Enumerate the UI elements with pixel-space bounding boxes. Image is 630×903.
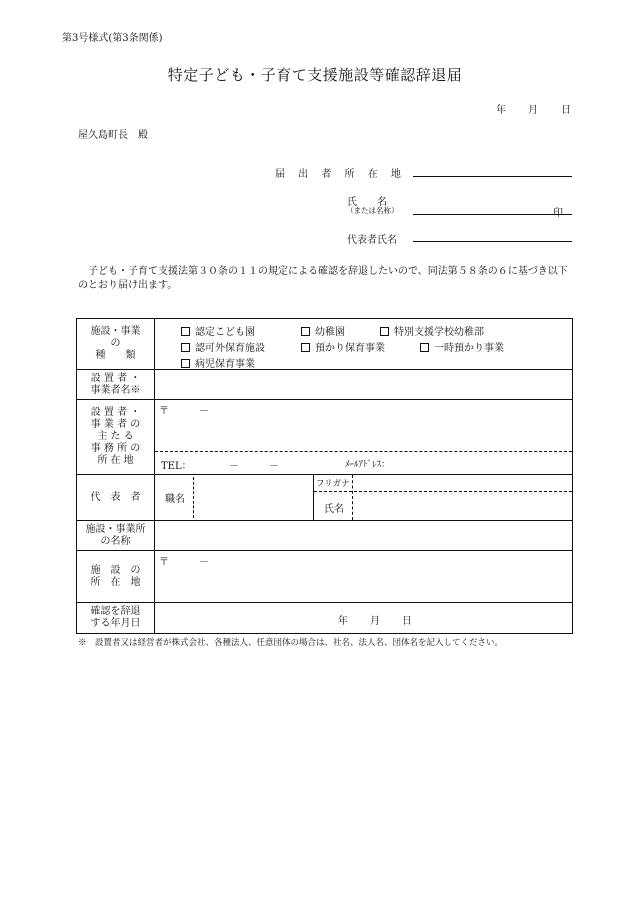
facility-type-header: [77, 319, 155, 370]
tel-dash-2: －: [269, 461, 279, 472]
postal-mark: 〒: [159, 557, 169, 568]
checkbox-icon[interactable]: [301, 343, 310, 352]
postal-dash: －: [199, 406, 209, 417]
postal-mark: 〒: [159, 406, 169, 417]
form-number: 第3号様式(第3条関係): [62, 33, 163, 44]
withdrawal-date-cell[interactable]: [155, 603, 573, 634]
applicant-address-line[interactable]: [413, 176, 572, 177]
dashed-divider: [352, 475, 353, 520]
option-label: 病児保育事業: [195, 359, 255, 370]
option-ninkagai-hoiku[interactable]: [181, 339, 265, 354]
option-label: 一時預かり事業: [434, 343, 504, 354]
header-line: 施設・事業所: [85, 523, 146, 535]
header-line: 事業者名※: [90, 384, 141, 396]
header-line: の: [110, 338, 121, 349]
tel-dash-1: －: [229, 461, 239, 472]
date-year-label: 年: [496, 105, 506, 116]
title-label: 職名: [165, 494, 185, 505]
dashed-divider: [193, 477, 194, 518]
postal-dash: －: [199, 557, 209, 568]
header-line: 所 在 地: [97, 455, 134, 466]
header-line: 事 業 者 の: [90, 419, 141, 430]
office-address-cell[interactable]: [155, 400, 573, 475]
furigana-label: フリガナ: [316, 479, 350, 489]
mail-label: ﾒｰﾙｱﾄﾞﾚｽ：: [345, 460, 391, 470]
checkbox-icon[interactable]: [181, 327, 190, 336]
option-label: 認定こども園: [195, 327, 255, 338]
addressee: 屋久島町長 殿: [78, 130, 148, 141]
operator-name-input[interactable]: [155, 370, 573, 400]
representative-name-label: 代表者氏名: [347, 235, 397, 246]
withdrawal-month-label: 月: [370, 616, 380, 627]
header-line: 設 置 者 ・: [90, 407, 141, 418]
document-title: 特定子ども・子育て支援施設等確認辞退届: [167, 66, 463, 84]
office-address-header: [77, 400, 155, 475]
date-month-label: 月: [528, 105, 538, 116]
facility-address-header: [77, 551, 155, 603]
option-ichiji-azukari[interactable]: [420, 339, 504, 354]
option-youchien[interactable]: [301, 323, 345, 338]
option-azukari-hoiku[interactable]: [301, 339, 385, 354]
checkbox-icon[interactable]: [380, 327, 389, 336]
facility-address-cell[interactable]: [155, 551, 573, 603]
applicant-name-label: 氏 名: [347, 197, 387, 208]
facility-name-header: [77, 521, 155, 551]
header-line: 種 類: [95, 350, 136, 361]
header-line: 主 た る: [97, 431, 134, 442]
facility-name-input[interactable]: [155, 521, 573, 551]
operator-name-header: [77, 370, 155, 400]
option-label: 預かり保育事業: [315, 343, 385, 354]
checkbox-icon[interactable]: [181, 343, 190, 352]
body-text: 子ども・子育て支援法第３０条の１１の規定による確認を辞退したいので、同法第５８条の６に基づき以下のとおり届け出ます。: [78, 266, 568, 291]
header-line: 所 在 地: [90, 576, 141, 588]
option-label: 特別支援学校幼稚部: [394, 327, 484, 338]
representative-name-cell[interactable]: [314, 475, 573, 521]
footnote: ※ 設置者又は経営者が株式会社、各種法人、任意団体の場合は、社名、法人名、団体名を記入してください。: [78, 638, 504, 648]
checkbox-icon[interactable]: [181, 359, 190, 368]
checkbox-icon[interactable]: [301, 327, 310, 336]
option-nintei-kodomoen[interactable]: [181, 323, 255, 338]
tel-label: TEL：: [161, 461, 192, 472]
application-table: [76, 318, 573, 634]
option-tokubetsu-shien[interactable]: [380, 323, 484, 338]
header-line: 設 置 者 ・: [90, 372, 141, 384]
seal-mark: 印: [553, 208, 563, 219]
header-line: の名称: [100, 535, 131, 547]
dashed-divider: [155, 451, 572, 452]
header-line: 施 設 の: [90, 564, 141, 576]
name-label: 氏名: [324, 504, 344, 515]
option-label: 幼稚園: [315, 327, 345, 338]
header-line: 施設・事業: [90, 326, 141, 337]
header-line: 事 務 所 の: [90, 443, 141, 454]
checkbox-icon[interactable]: [420, 343, 429, 352]
withdrawal-day-label: 日: [402, 616, 412, 627]
header-line: する年月日: [90, 618, 141, 629]
facility-type-cell: [155, 319, 573, 370]
representative-name-line[interactable]: [413, 241, 572, 242]
representative-title-cell[interactable]: [155, 475, 314, 521]
option-byouji-hoiku[interactable]: [181, 355, 255, 370]
header-line: 確認を辞退: [90, 606, 141, 617]
option-label: 認可外保育施設: [195, 343, 265, 354]
withdrawal-year-label: 年: [338, 616, 348, 627]
date-day-label: 日: [561, 105, 571, 116]
applicant-name-sublabel: （または名称）: [346, 206, 399, 215]
applicant-address-label: 届 出 者 所 在 地: [275, 169, 406, 180]
applicant-name-line[interactable]: [413, 214, 572, 215]
representative-header: 代 表 者: [77, 475, 155, 521]
withdrawal-date-header: [77, 603, 155, 634]
